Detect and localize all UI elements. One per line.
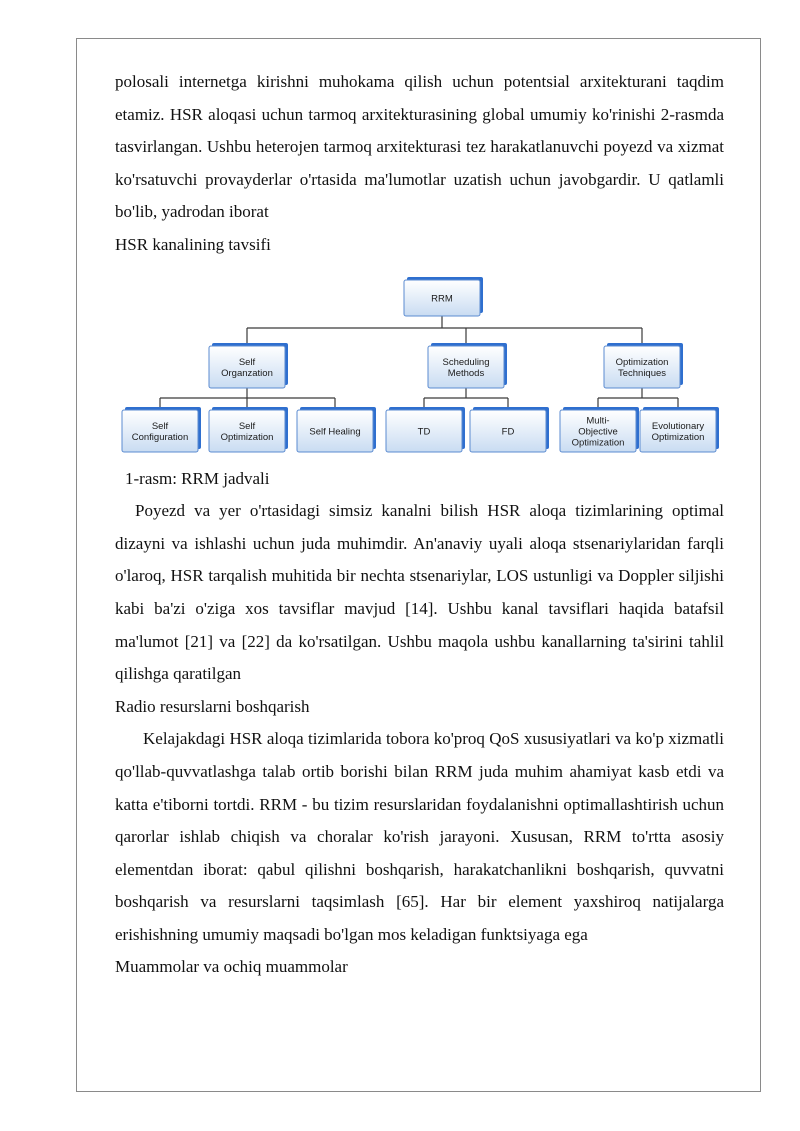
node-label: Multi-	[586, 415, 610, 427]
radio-paragraph: Kelajakdagi HSR aloqa tizimlarida tobora ko'proq QoS xususiyatlari va ko'p xizmatli qo'llab-quvvatlashga talab ortib borishi bilan RRM juda muhim ahamiyat kasb etdi va katta e'tiborni tortdi. RRM - bu tizim resurslaridan foydalanishni optimallashtirish uchun qarorlar ishlab chiqish va choralar ko'rish jarayoni. Xususan, RRM to'rtta asosiy elementdan iborat: qabul qilishni boshqarish, harakatchanlikni boshqarish, quvvatni boshqarish va resurslarni taqsimlash [65]. Har bir element yaxshiroq natijalarga erishishning umumiy maqsadi bo'lgan mos keladigan funktsiyaga ega	[115, 729, 724, 944]
node-fd	[470, 407, 549, 452]
node-self-configuration	[122, 407, 201, 452]
node-optimization-techniques	[604, 343, 683, 388]
heading-radio-resource-management: Radio resurslarni boshqarish	[115, 696, 310, 716]
node-label: Optimization	[571, 437, 625, 449]
node-label: Methods	[447, 367, 485, 379]
node-label: Optimization	[615, 356, 669, 368]
channel-paragraph: Poyezd va yer o'rtasidagi simsiz kanalni bilish HSR aloqa tizimlarining optimal dizayni va ishlashi uchun juda muhimdir. An'anaviy uyali aloqa stsenariylaridan farqli o'laroq, HSR tarqalish muhitida bir nechta stsenariylar, LOS ustunligi va Doppler siljishi kabi ba'zi o'ziga xos tavsiflar mavjud [14]. Ushbu kanal tavsiflari haqida batafsil ma'lumot [21] va [22] da ko'rsatilgan. Ushbu maqola ushbu kanallarning ta'sirini tahlil qilishga qaratilgan	[115, 501, 724, 684]
node-label: Organzation	[221, 367, 273, 379]
node-label: TD	[417, 426, 431, 438]
document-body	[115, 66, 724, 984]
node-label: Optimization	[651, 431, 705, 443]
node-label: Objective	[578, 426, 618, 438]
node-label: FD	[501, 426, 515, 438]
node-label: Self Healing	[309, 426, 361, 438]
rrm-diagram	[115, 268, 724, 463]
node-self-optimization	[209, 407, 288, 452]
intro-paragraph: polosali internetga kirishni muhokama qilish uchun potentsial arxitekturani taqdim etamiz. HSR aloqasi uchun tarmoq arxitekturasining global umumiy ko'rinishi 2-rasmda tasvirlangan. Ushbu heterojen tarmoq arxitekturasi tez harakatlanuvchi poyezd va xizmat ko'rsatuvchi provayderlar o'rtasida ma'lumotlar uzatish uchun javobgardir. U qatlamli bo'lib, yadrodan iborat	[115, 72, 724, 222]
node-label: Techniques	[617, 367, 667, 379]
node-label: Configuration	[131, 431, 189, 443]
node-label: Optimization	[220, 431, 274, 443]
node-multi-objective-optimization	[560, 407, 639, 452]
node-rrm	[404, 277, 483, 316]
node-scheduling-methods	[428, 343, 507, 388]
figure-caption: 1-rasm: RRM jadvali	[125, 468, 270, 488]
node-label: Self	[151, 420, 169, 432]
node-label: Scheduling	[442, 356, 490, 368]
node-self-organzation	[209, 343, 288, 388]
rrm-diagram-svg	[115, 268, 724, 463]
node-td	[386, 407, 465, 452]
heading-channel-description: HSR kanalining tavsifi	[115, 234, 271, 254]
node-label: Self	[238, 420, 256, 432]
node-self-healing	[297, 407, 376, 452]
node-label: Evolutionary	[651, 420, 705, 432]
node-label: RRM	[431, 293, 453, 305]
heading-problems: Muammolar va ochiq muammolar	[115, 957, 348, 977]
node-label: Self	[238, 356, 256, 368]
node-evolutionary-optimization	[640, 407, 719, 452]
